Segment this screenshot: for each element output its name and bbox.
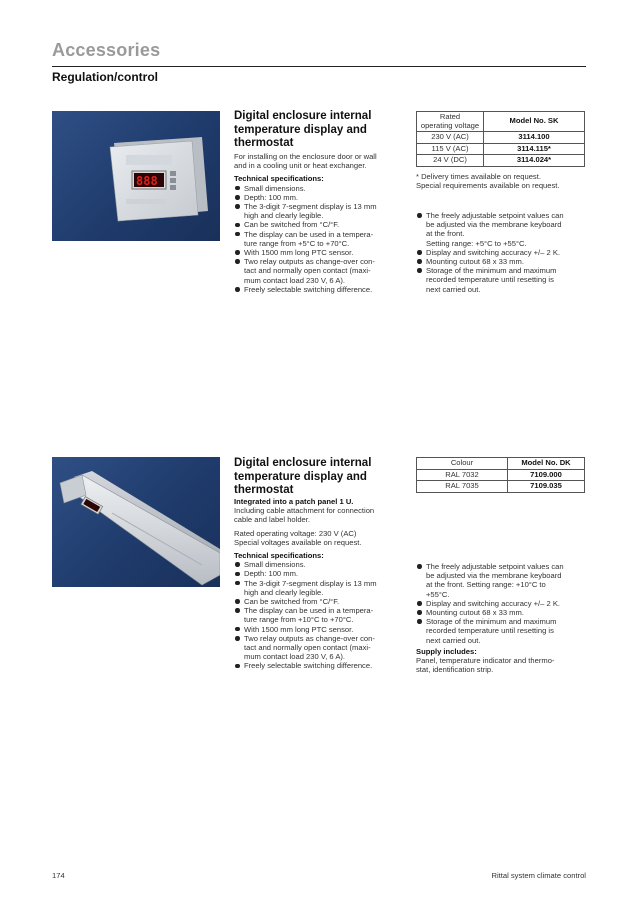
list-item: Freely selectable switching difference.	[234, 661, 406, 670]
product-1-tech-heading: Technical specifications:	[234, 174, 324, 184]
product-1-tech-list	[234, 184, 406, 294]
table-row: 24 V (DC) 3114.024*	[417, 155, 585, 167]
product-2-intro-bold: Integrated into a patch panel 1 U.	[234, 497, 354, 506]
product-1-model-table	[416, 111, 585, 167]
list-item: The display can be used in a tempera- ture range from +5°C to +70°C.	[234, 230, 406, 248]
section-title: Accessories	[52, 40, 161, 60]
product-2-description	[234, 497, 406, 671]
table-row: 115 V (AC) 3114.115*	[417, 143, 585, 155]
list-item: Depth: 100 mm.	[234, 193, 406, 202]
list-item: The freely adjustable setpoint values can be adjusted via the membrane keyboard at the front. Setting range: +5°C to +55°C.	[416, 211, 592, 248]
list-item: The display can be used in a tempera- ture range from +10°C to +70°C.	[234, 606, 406, 624]
list-item: Small dimensions.	[234, 560, 406, 569]
product-2-model-table	[416, 457, 585, 493]
product-2-model-table-wrap	[416, 457, 585, 493]
product-1-title: Digital enclosure internal temperature display and thermostat	[234, 110, 372, 149]
list-item: The 3-digit 7-segment display is 13 mm high and clearly legible.	[234, 579, 406, 597]
list-item: Can be switched from °C/°F.	[234, 220, 406, 229]
list-item: Two relay outputs as change-over con- tact and normally open contact (maxi- mum contact load 230 V, 6 A).	[234, 634, 406, 662]
table-header-voltage: Rated operating voltage	[417, 112, 484, 132]
thermostat-device-image	[52, 111, 220, 241]
list-item: Mounting cutout 68 x 33 mm.	[416, 257, 592, 266]
product-2-tech-heading: Technical specifications:	[234, 551, 324, 561]
note-line: * Delivery times available on request.	[416, 172, 541, 181]
product-2-intro-line: Including cable attachment for connection	[234, 506, 375, 516]
product-1-feature-list	[416, 211, 592, 294]
list-item: Mounting cutout 68 x 33 mm.	[416, 608, 592, 617]
product-1-feature-list-wrap	[416, 211, 592, 294]
list-item: With 1500 mm long PTC sensor.	[234, 625, 406, 634]
table-row: RAL 7032 7109.000	[417, 469, 585, 481]
product-1-notes	[416, 172, 592, 190]
product-2-title: Digital enclosure internal temperature display and thermostat	[234, 457, 372, 496]
product-2-rated-line: Rated operating voltage: 230 V (AC)	[234, 528, 357, 538]
table-header-colour: Colour	[417, 458, 508, 470]
note-line: Special requirements available on request.	[416, 181, 560, 191]
list-item: The 3-digit 7-segment display is 13 mm high and clearly legible.	[234, 202, 406, 220]
list-item: Two relay outputs as change-over con- tact and normally open contact (maxi- mum contact load 230 V, 6 A).	[234, 257, 406, 285]
list-item: With 1500 mm long PTC sensor.	[234, 248, 406, 257]
table-header-model: Model No. SK	[484, 112, 585, 132]
header-rule	[52, 66, 586, 67]
product-2-supply-heading: Supply includes:	[416, 646, 477, 656]
patch-panel-image	[52, 457, 220, 587]
list-item: The freely adjustable setpoint values can be adjusted via the membrane keyboard at the front. Setting range: +10°C to +55°C.	[416, 562, 592, 599]
product-2-tech-list	[234, 560, 406, 670]
product-2-supply-line: Panel, temperature indicator and thermo-	[416, 656, 555, 666]
list-item: Small dimensions.	[234, 184, 406, 193]
product-photo-patch-panel	[52, 457, 220, 587]
list-item: Storage of the minimum and maximum recorded temperature until resetting is next carried out.	[416, 266, 592, 294]
product-1-description	[234, 152, 406, 294]
list-item: Storage of the minimum and maximum recorded temperature until resetting is next carried out.	[416, 617, 592, 645]
footer-brand-text: Rittal system climate control	[491, 871, 586, 880]
page-number: 174	[52, 871, 65, 880]
product-2-intro-line: cable and label holder.	[234, 515, 310, 525]
list-item: Freely selectable switching difference.	[234, 285, 406, 294]
svg-text:888: 888	[136, 174, 158, 188]
product-1-model-table-wrap	[416, 111, 585, 167]
product-2-supply-line: stat, identification strip.	[416, 665, 494, 675]
product-1-intro-line: For installing on the enclosure door or wall	[234, 152, 377, 161]
product-photo-thermostat	[52, 111, 220, 241]
product-2-feature-list-wrap	[416, 562, 592, 674]
list-item: Can be switched from °C/°F.	[234, 597, 406, 606]
list-item: Depth: 100 mm.	[234, 569, 406, 578]
subsection-title: Regulation/control	[52, 70, 158, 84]
list-item: Display and switching accuracy +/– 2 K.	[416, 248, 592, 257]
table-row: 230 V (AC) 3114.100	[417, 132, 585, 144]
product-1-intro-line: and in a cooling unit or heat exchanger.	[234, 161, 367, 171]
list-item: Display and switching accuracy +/– 2 K.	[416, 599, 592, 608]
table-header-model: Model No. DK	[508, 458, 585, 470]
product-2-feature-list	[416, 562, 592, 645]
product-2-rated-line: Special voltages available on request.	[234, 537, 362, 547]
table-row: RAL 7035 7109.035	[417, 481, 585, 493]
